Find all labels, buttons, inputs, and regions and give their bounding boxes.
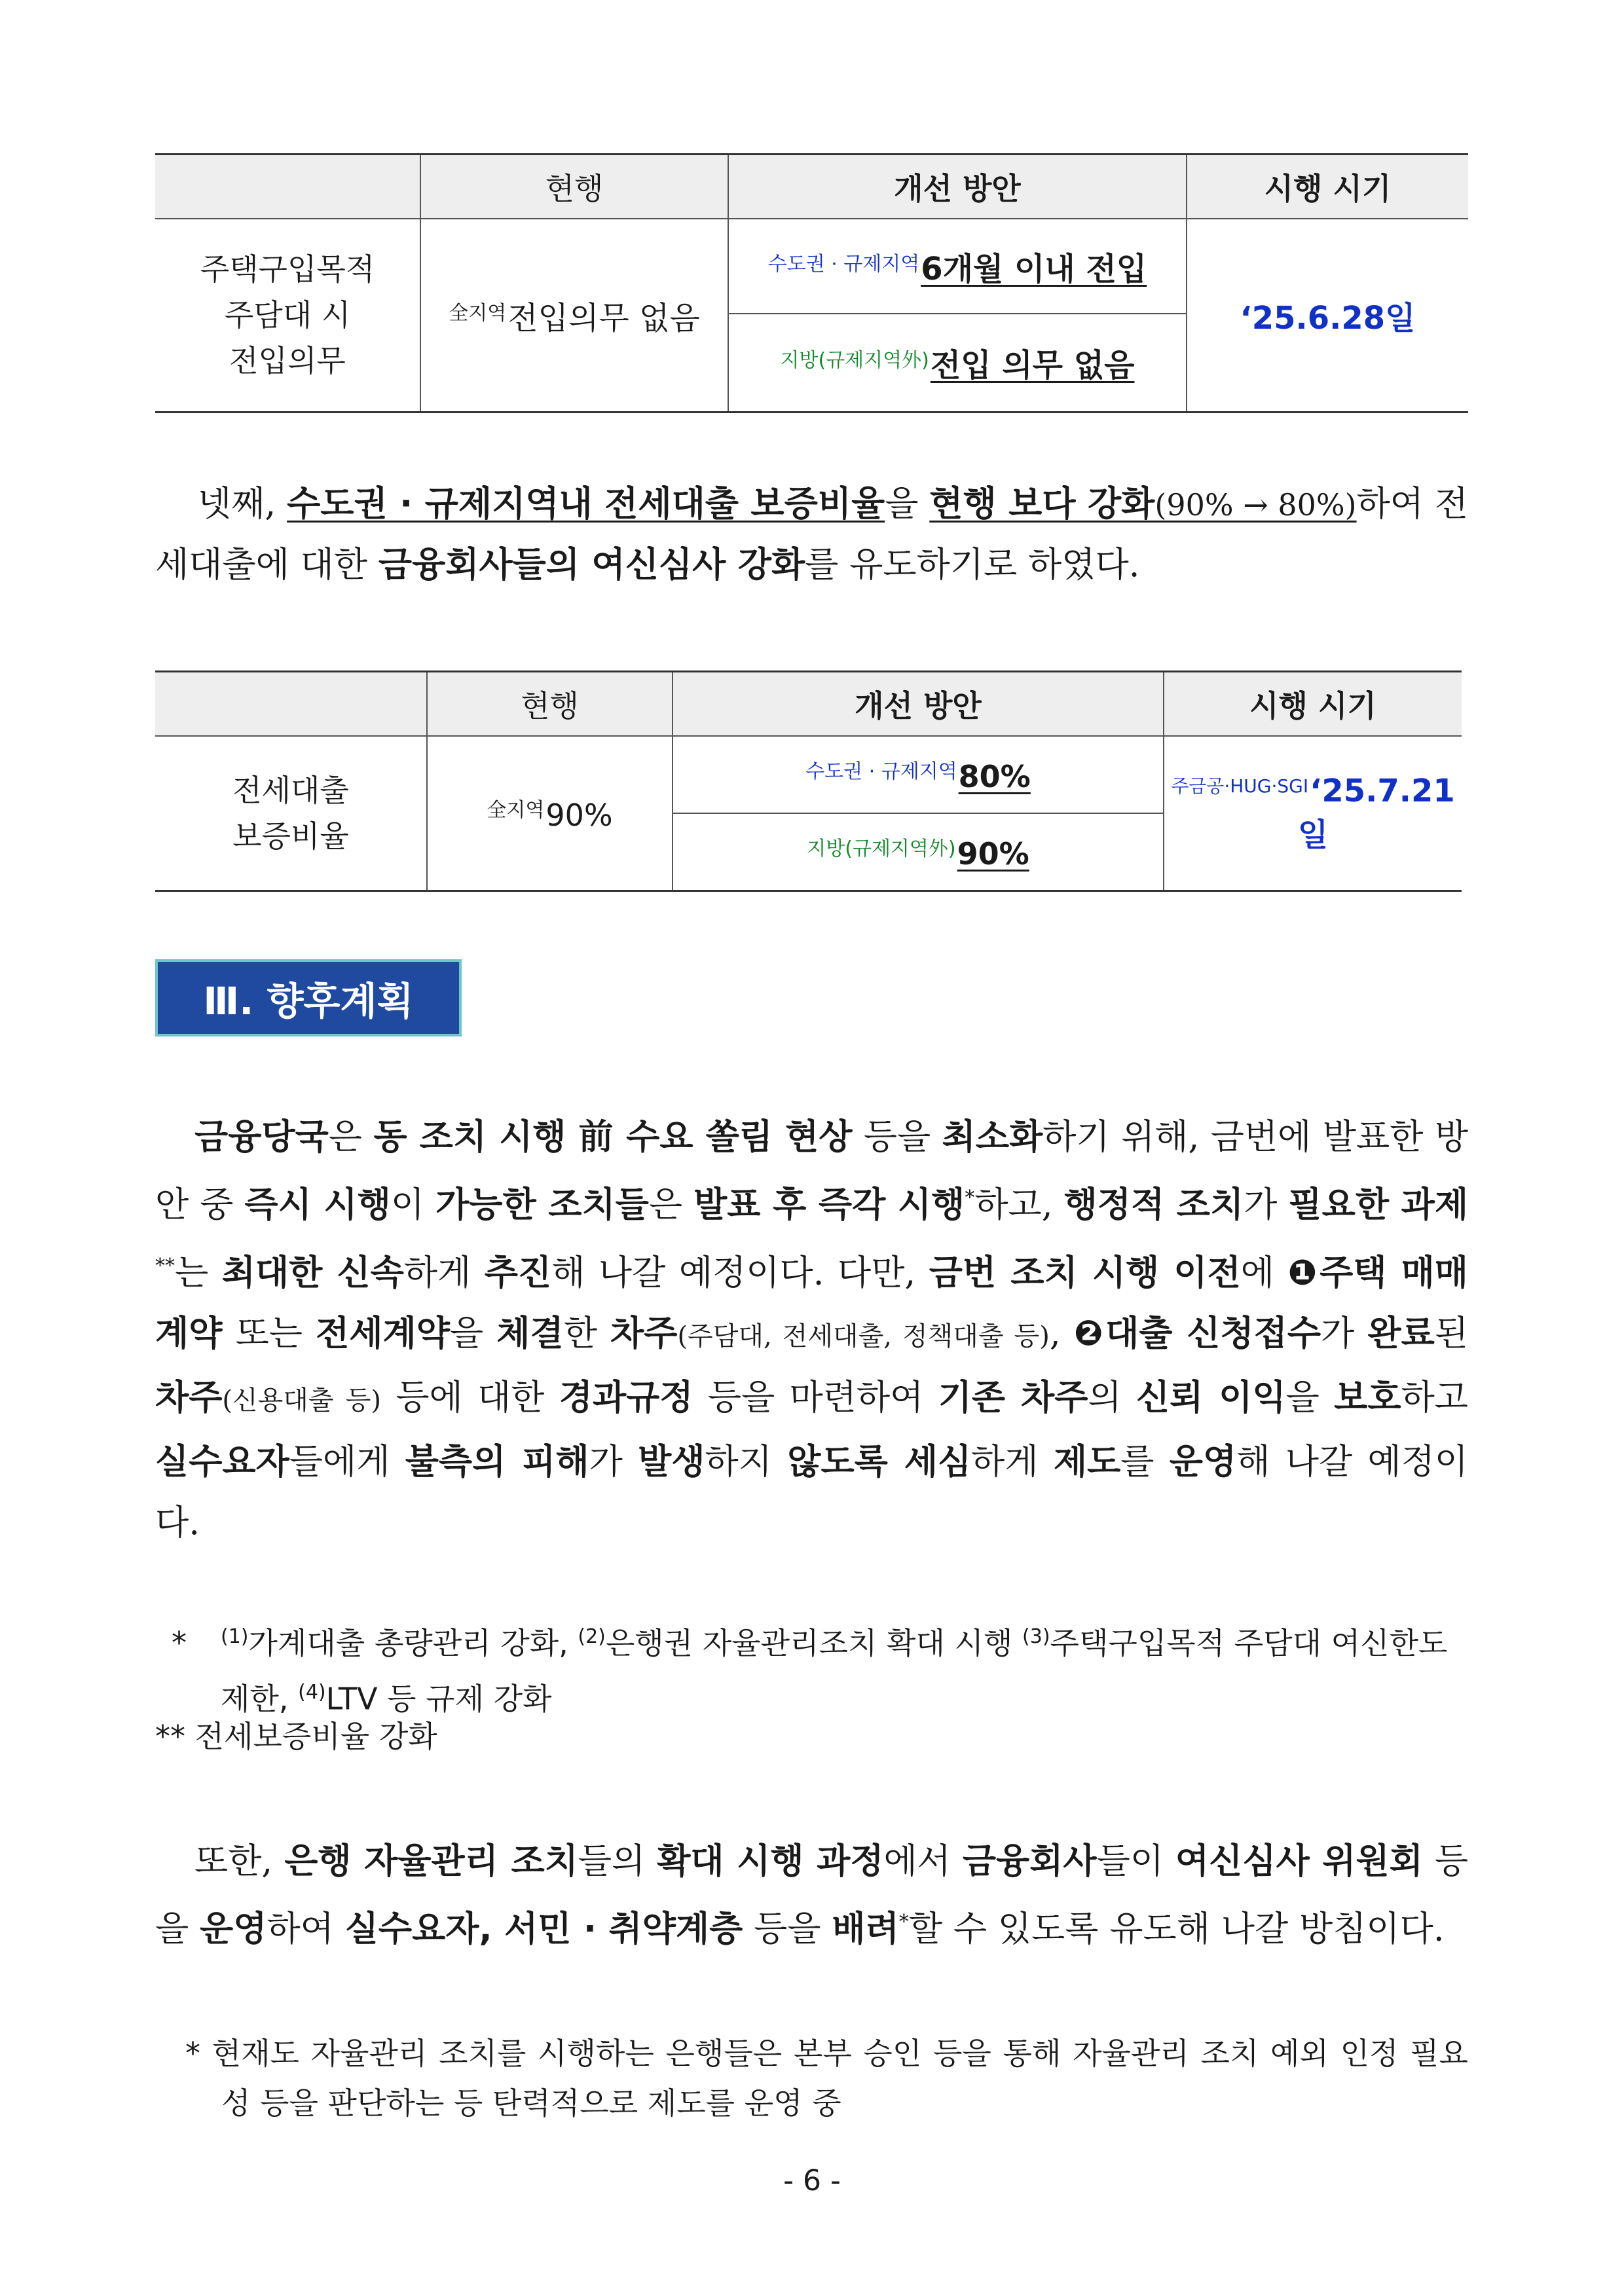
bold-text: 보호 (1334, 1378, 1401, 1418)
improvement-value: 6개월 이내 전입 (921, 251, 1147, 287)
bold-text: 발표 후 즉각 시행 (693, 1184, 965, 1225)
category-cell (155, 219, 420, 412)
text: 할 수 있도록 유도해 나갈 방침이다. (908, 1909, 1445, 1949)
item-number: (3) (1022, 1625, 1050, 1648)
text: 또한, (194, 1841, 285, 1881)
current-value: 90% (545, 797, 613, 833)
bold-text: 발생 (638, 1442, 705, 1482)
text: 하기 위해, 금번에 발표한 방안 중 (155, 1117, 1469, 1225)
effective-date: ‘25.7.21일 (1297, 772, 1455, 853)
text: * 현재도 자율관리 조치를 시행하는 은행들은 본부 승인 등을 통해 자율관리 조치 예외 인정 필요성 등을 판단하는 등 탄력적으로 제도를 운영 중 (185, 2036, 1468, 2121)
bold-text: ❶주택 매매계약 (155, 1253, 1468, 1354)
header-effective-date: 시행 시기 (1164, 672, 1462, 737)
text: 하여 (267, 1909, 345, 1949)
table-row (155, 736, 1462, 813)
footnote-marker: * (965, 1186, 975, 1209)
table-header-row (155, 155, 1468, 219)
text: 들에게 (289, 1442, 405, 1482)
footnote-star (172, 1612, 1468, 1724)
bold-text: 필요한 과제 (1288, 1184, 1469, 1225)
header-current: 현행 (420, 155, 728, 219)
improvement-value: 80% (958, 759, 1031, 794)
text: 이 (390, 1184, 436, 1225)
category-line: 보증비율 (232, 818, 349, 854)
text: 에서 (883, 1841, 963, 1881)
footnote-marker: ** (155, 1254, 175, 1277)
improvement-prefix: 수도권 · 규제지역 (767, 253, 920, 276)
bold-text: 기존 차주 (938, 1378, 1088, 1418)
header-improvement: 개선 방안 (673, 672, 1164, 737)
bold-text: 체결 (496, 1313, 564, 1354)
text: 등에 대한 (381, 1378, 559, 1418)
text: 하고 (1401, 1378, 1468, 1418)
improvement-local (673, 813, 1164, 890)
improvement-prefix: 수도권 · 규제지역 (805, 760, 957, 783)
header-current: 현행 (427, 672, 673, 737)
text: 등을 마련하여 (693, 1378, 938, 1418)
text: (90% → 80%) (1154, 487, 1357, 523)
current-prefix: 全지역 (487, 798, 545, 822)
bold-text: 최대한 신속 (221, 1253, 404, 1293)
improvement-value: 전입 의무 없음 (930, 347, 1135, 384)
text: 는 (175, 1253, 222, 1293)
bold-text: 행정적 조치 (1063, 1184, 1244, 1225)
text: 또는 (222, 1313, 316, 1354)
date-prefix: 주금공·HUG·SGI (1171, 775, 1309, 797)
bold-text: 금번 조치 시행 이전 (929, 1253, 1241, 1293)
bold-text: 동 조치 시행 前 수요 쏠림 현상 (373, 1117, 853, 1157)
text: 등을 (155, 1841, 1469, 1949)
text: 주택구입목적 주담대 여신한도 제한, (221, 1625, 1448, 1717)
item-number: (2) (578, 1625, 606, 1648)
improvement-local (728, 314, 1187, 412)
bold-text: 않도록 세심 (787, 1442, 972, 1482)
bold-text: 여신심사 위원회 (1175, 1841, 1423, 1881)
paragraph-fourth (155, 474, 1468, 595)
bold-text: 운영 (200, 1909, 267, 1949)
text: 을 (449, 1313, 497, 1354)
current-prefix: 全지역 (449, 301, 507, 325)
table-guarantee-ratio (155, 670, 1462, 892)
text: 을 (885, 484, 930, 524)
text: 넷째, (198, 484, 287, 524)
text: 하게 (971, 1442, 1054, 1482)
bold-text: 배려 (832, 1909, 899, 1949)
item-number: (4) (298, 1681, 326, 1704)
improvement-value: 90% (957, 835, 1029, 872)
text: LTV 등 규제 강화 (325, 1681, 552, 1717)
bold-text: 금융회사 (962, 1841, 1097, 1881)
bold-text: 차주 (155, 1378, 223, 1418)
footnote-bank-practice (185, 2029, 1468, 2128)
improvement-metro (728, 219, 1187, 314)
text: 해 나갈 예정이다. 다만, (551, 1253, 929, 1293)
table-row (155, 219, 1468, 314)
bold-text: ❷대출 신청접수 (1073, 1313, 1321, 1354)
text: 를 (1120, 1442, 1170, 1482)
text: 에 (1240, 1253, 1288, 1293)
item-number: (1) (221, 1625, 249, 1648)
bold-text: 가능한 조치들 (435, 1184, 649, 1225)
bold-text: 완료 (1367, 1313, 1435, 1354)
text: 의 (1088, 1378, 1136, 1418)
bold-text: 운영 (1169, 1442, 1237, 1482)
header-effective-date: 시행 시기 (1187, 155, 1468, 219)
text: 가 (1321, 1313, 1368, 1354)
bold-text: 은행 자율관리 조치 (284, 1841, 578, 1881)
bold-text: 금융회사들의 여신심사 강화 (378, 545, 805, 585)
bold-text: 불측의 피해 (405, 1442, 589, 1482)
category-line: 주담대 시 (224, 297, 351, 333)
category-line: 전입의무 (229, 343, 346, 379)
date-cell (1187, 219, 1468, 412)
paragraph-also (155, 1831, 1468, 1960)
bold-text: 제도 (1053, 1442, 1121, 1482)
improvement-prefix: 지방(규제지역外) (807, 837, 956, 860)
text: 가계대출 총량관리 강화, (248, 1625, 578, 1661)
footnote-marker: * (898, 1911, 909, 1934)
category-line: 주택구입목적 (200, 251, 375, 287)
bold-text: 경과규정 (559, 1378, 693, 1418)
bold-text: 실수요자 (155, 1442, 289, 1482)
improvement-prefix: 지방(규제지역外) (780, 349, 929, 373)
text: 들의 (578, 1841, 657, 1881)
small-text: (신용대출 등) (222, 1386, 382, 1416)
bold-text: 신뢰 이익 (1135, 1378, 1286, 1418)
footnote-double-star (155, 1712, 1468, 1761)
bold-text: 금융당국 (194, 1117, 329, 1157)
text: 은행권 자율관리조치 확대 시행 (605, 1625, 1023, 1661)
text: 들이 (1096, 1841, 1175, 1881)
bold-text: 추진 (484, 1253, 552, 1293)
text: 한 (563, 1313, 611, 1354)
bold-text: 현행 보다 강화 (929, 484, 1155, 524)
bold-text: 즉시 시행 (244, 1184, 391, 1225)
text: 등을 (743, 1909, 832, 1949)
bold-text: 전세계약 (316, 1313, 450, 1354)
category-line: 전세대출 (232, 772, 349, 808)
bold-text: 수도권 · 규제지역내 전세대출 보증비율 (287, 484, 885, 524)
section-heading-future-plan (155, 959, 462, 1037)
current-value: 전입의무 없음 (507, 299, 700, 337)
text: 를 유도하기로 하였다. (805, 545, 1140, 585)
text: 은 (328, 1117, 374, 1157)
text: , (1049, 1313, 1074, 1354)
header-blank (155, 672, 427, 737)
text: 가 (589, 1442, 638, 1482)
bold-text: 최소화 (942, 1117, 1043, 1157)
text: 된 (1434, 1313, 1469, 1354)
section-heading-text: Ⅲ. 향후계획 (203, 979, 414, 1023)
text: 을 (1285, 1378, 1335, 1418)
current-cell (420, 219, 728, 412)
text: 은 (648, 1184, 694, 1225)
text: 하지 (705, 1442, 788, 1482)
improvement-metro (673, 736, 1164, 813)
paragraph-future-plan (155, 1107, 1468, 1553)
header-improvement: 개선 방안 (728, 155, 1187, 219)
category-cell (155, 736, 427, 890)
bold-text: 실수요자, 서민 · 취약계층 (344, 1909, 743, 1949)
table-residence-obligation (155, 153, 1468, 413)
text: 하게 (403, 1253, 485, 1293)
text: 가 (1244, 1184, 1289, 1225)
text: 해 나갈 예정이다. (155, 1442, 1469, 1543)
text: 하고, (974, 1184, 1064, 1225)
text: 하여 전세대출에 대한 (155, 484, 1469, 585)
page-number: - 6 - (783, 2164, 841, 2197)
date-cell (1164, 736, 1462, 890)
current-cell (427, 736, 673, 890)
small-text: (주담대, 전세대출, 정책대출 등) (677, 1321, 1050, 1352)
effective-date: ‘25.6.28일 (1240, 299, 1416, 337)
bold-text: 확대 시행 과정 (657, 1841, 884, 1881)
footnote-marker: * (172, 1625, 187, 1661)
text: ** 전세보증비율 강화 (155, 1719, 437, 1754)
bold-text: 차주 (610, 1313, 678, 1354)
header-blank (155, 155, 420, 219)
table-header-row (155, 672, 1462, 737)
text: 등을 (852, 1117, 942, 1157)
